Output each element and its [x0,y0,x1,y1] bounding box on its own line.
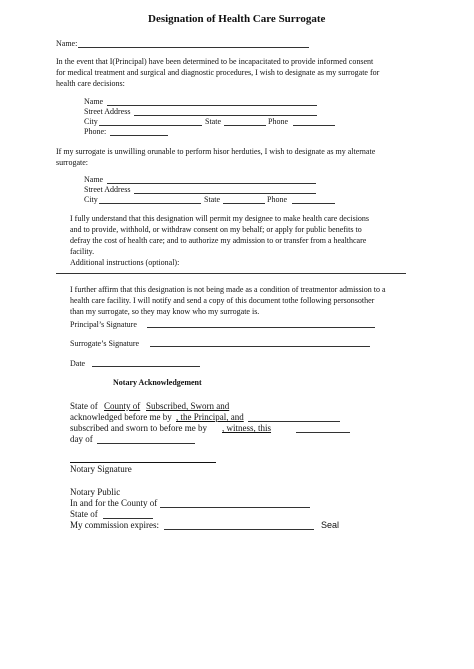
affirm-line-2: health care facility. I will notify and send a copy of this document tothe following personsother [70,296,375,305]
surrogate-name-label: Name [84,97,104,106]
understand-line-3: defray the cost of health care; and to authorize my admission to or transfer from a healthcare [70,236,367,245]
surrogate-street-label: Street Address [84,107,131,116]
notary-acknowledged: acknowledged before me by [70,412,172,422]
alternate-street-field[interactable] [134,193,316,194]
intro-line-1: In the event that I(Principal) have been determined to be incapacitated to provide informed consent [56,57,374,66]
surrogate-city-field[interactable] [99,125,202,126]
surrogate-name-field[interactable] [107,105,317,106]
notary-heading: Notary Acknowledgement [113,378,202,387]
understand-line-4: facility. [70,247,95,256]
alternate-name-field[interactable] [107,183,316,184]
surrogate-phone-field[interactable] [293,125,335,126]
surrogate-signature-label: Surrogate’s Signature [70,339,140,348]
principal-signature-field[interactable] [147,327,375,328]
commission-label: My commission expires: [70,520,159,530]
name-field[interactable] [78,47,309,48]
additional-instructions-label: Additional instructions (optional): [70,258,180,267]
surrogate-phone-label: Phone [268,117,288,126]
alternate-state-label: State [204,195,220,204]
principal-signature-label: Principal’s Signature [70,320,137,329]
alternate-city-label: City [84,195,98,204]
state-field[interactable] [103,518,153,519]
surrogate-state-label: State [205,117,221,126]
surrogate-phone2-label: Phone: [84,127,107,136]
notary-principal: , the Principal, and [176,412,244,422]
surrogate-state-field[interactable] [224,125,266,126]
notary-witness: , witness, this [222,423,272,433]
alternate-phone-label: Phone [267,195,287,204]
state-label: State of [70,509,98,519]
alternate-intro-line-2: surrogate: [56,158,88,167]
alternate-phone-field[interactable] [292,203,335,204]
surrogate-city-label: City [84,117,98,126]
affirm-line-3: than my surrogate, so they may know who my surrogate is. [70,307,260,316]
intro-line-2: for medical treatment and surgical and diagnostic procedures, I wish to designate as my surrogate for [56,68,380,77]
additional-instructions-field[interactable] [56,273,406,274]
surrogate-street-field[interactable] [134,115,317,116]
surrogate-signature-field[interactable] [150,346,370,347]
notary-subscribed-sworn: subscribed and sworn to before me by [70,423,207,433]
notary-witness-field[interactable] [296,432,350,433]
notary-state-of: State of [70,401,98,411]
county-label: In and for the County of [70,498,158,508]
notary-subscribed: Subscribed, Sworn and [146,401,230,411]
date-label: Date [70,359,86,368]
notary-county-of: County of [104,401,141,411]
alternate-name-label: Name [84,175,104,184]
alternate-intro-line-1: If my surrogate is unwilling orunable to perform hisor herduties, I wish to designate as my alternate [56,147,376,156]
understand-line-2: and to provide, withhold, or withdraw consent on my behalf; or apply for public benefits to [70,225,362,234]
form-title: Designation of Health Care Surrogate [148,13,326,25]
date-field[interactable] [92,366,200,367]
understand-line-1: I fully understand that this designation will permit my designee to make health care decisions [70,214,370,223]
alternate-street-label: Street Address [84,185,131,194]
notary-principal-field[interactable] [248,421,340,422]
notary-public-label: Notary Public [70,487,121,497]
notary-day-of: day of [70,434,93,444]
intro-line-3: health care decisions: [56,79,125,88]
notary-signature-label: Notary Signature [70,464,132,474]
commission-field[interactable] [164,529,314,530]
notary-day-of-field[interactable] [97,443,195,444]
county-field[interactable] [160,507,310,508]
surrogate-phone2-field[interactable] [110,135,168,136]
affirm-line-1: I further affirm that this designation is not being made as a condition of treatmentor admission to a [70,285,386,294]
alternate-state-field[interactable] [223,203,265,204]
notary-signature-line[interactable] [70,462,216,463]
alternate-city-field[interactable] [99,203,201,204]
seal-label: Seal [321,520,340,530]
name-label: Name: [56,39,78,48]
